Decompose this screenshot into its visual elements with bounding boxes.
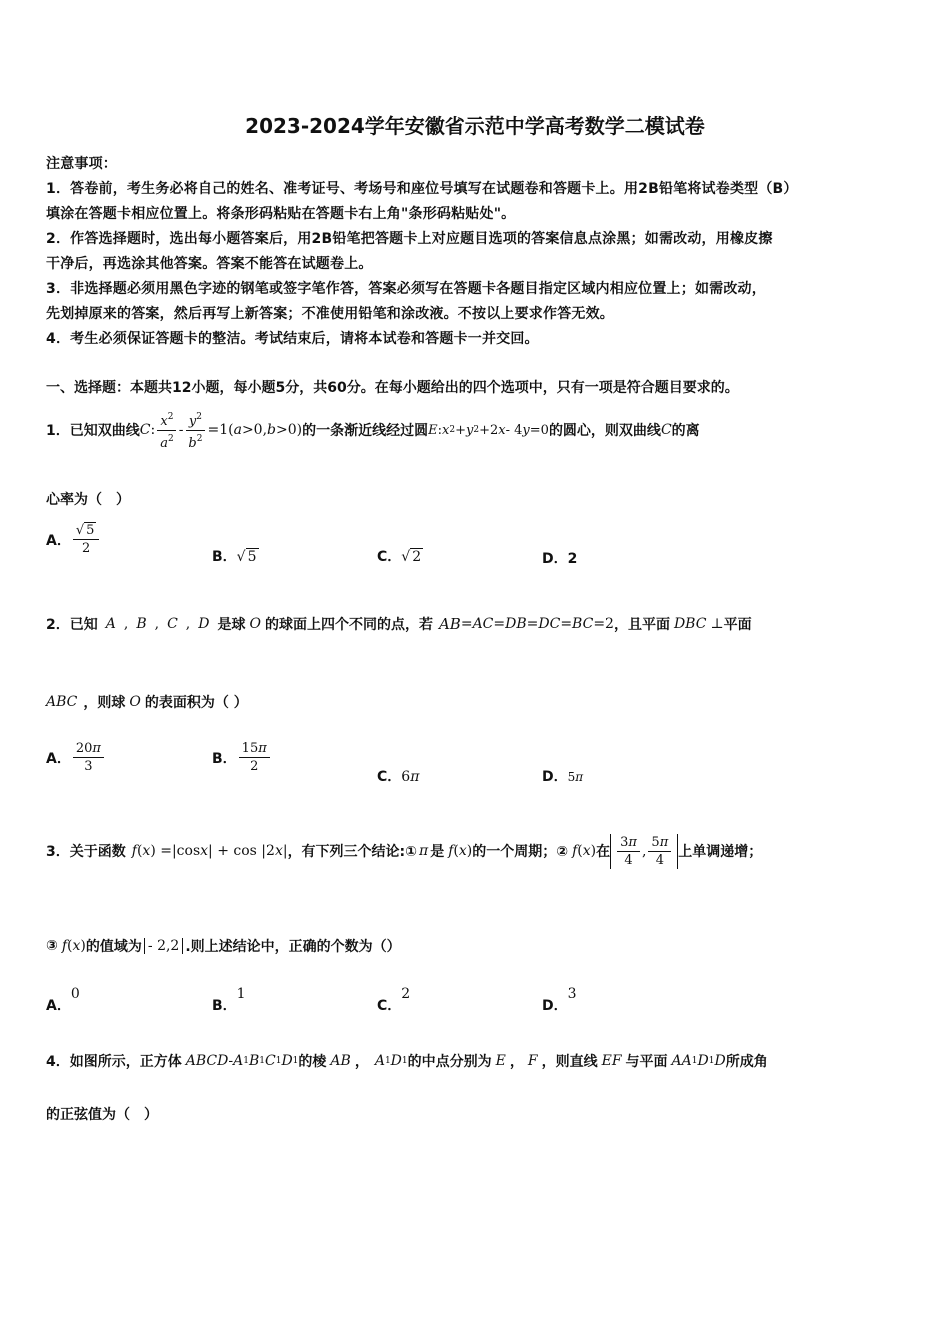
q1-text-2: 的一条渐近线经过圆 [302, 423, 429, 439]
q4-text-5: ， [509, 1054, 524, 1070]
q1-option-d[interactable]: D．2 [542, 551, 578, 567]
q3-option-d-value: 3 [567, 986, 577, 1002]
q2-option-c-label: C． [377, 769, 402, 785]
question-2: 2．已知 A , B , C , D 是球 O 的球面上四个不同的点，若 AB = AC = DB = DC = BC =2 ，且平面 DBC ⊥ 平面 [46, 615, 752, 633]
section-heading: 一、选择题：本题共12小题，每小题5分，共60分。在每小题给出的四个选项中，只有一项是符合题目要求的。 [46, 380, 739, 396]
q3-interval: $\frac{3\pi}{4}$ , $\frac{5\pi}{4}$ [610, 834, 678, 869]
q3-option-b-value: 1 [236, 986, 246, 1002]
q3-text-8: 的值域为 [85, 939, 142, 955]
q4-text-1: 4．如图所示，正方体 [46, 1054, 182, 1070]
q2-text-3: 的球面上四个不同的点，若 [264, 617, 433, 633]
q3-option-c-label: C． [377, 998, 402, 1014]
question-1: 1．已知双曲线 C : $\frac{x^2}{a^2}$ - $\frac{y^2}{b^2}$ =1( a >0, b >0) 的一条渐近线经过圆 E : x 2 + y 2 +2 x - 4 y =0 的圆心，则双曲线 C 的离 [46, 410, 700, 450]
q3-text-7: ③ [46, 938, 58, 954]
q3-option-a-label: A． [46, 998, 71, 1014]
q3-option-d[interactable] [542, 986, 577, 1015]
q1-option-b[interactable]: B．√ 5 [212, 549, 257, 565]
notice-line-4: 4．考生必须保证答题卡的整洁。考试结束后，请将本试卷和答题卡一并交回。 [46, 331, 539, 347]
q3-option-a-value: 0 [70, 986, 80, 1002]
q4-text-8: 所成角 [725, 1054, 768, 1070]
q1-text-1: 1．已知双曲线 [46, 423, 140, 439]
q3-option-b[interactable] [212, 986, 246, 1015]
q1-frac-y: $\frac{y^2}{b^2}$ [185, 409, 205, 452]
q3-option-c-value: 2 [401, 986, 411, 1002]
q3-option-a[interactable] [46, 986, 80, 1015]
q3-option-b-label: B． [212, 998, 237, 1014]
q1-option-a[interactable]: A． $\frac{√ 5}{2}$ [46, 522, 101, 557]
q3-text-5: 在 [596, 844, 611, 860]
q3-text-2: ，有下列三个结论:① [287, 844, 418, 860]
q2-text-5: 平面 [723, 617, 752, 633]
notice-line-1b: 填涂在答题卡相应位置上。将条形码粘贴在答题卡右上角"条形码粘贴处"。 [46, 206, 516, 222]
q4-text-3: ， [354, 1054, 369, 1070]
q2-option-a-label: A． [46, 750, 71, 767]
q1-C: C [660, 422, 672, 438]
q3-option-d-label: D． [542, 998, 568, 1014]
notice-line-2a: 2．作答选择题时，选出每小题答案后，用2B铅笔把答题卡上对应题目选项的答案信息点涂黑；如需改动，用橡皮擦 [46, 231, 773, 247]
q4-text-4: 的中点分别为 [407, 1054, 492, 1070]
q1-text-3: 的圆心，则双曲线 [548, 423, 661, 439]
q2-option-d-label: D． [542, 769, 568, 785]
q3-text-4: 的一个周期；② [472, 844, 569, 860]
q3-text-6: 上单调递增； [678, 844, 763, 860]
q1-text-4: 的离 [671, 423, 700, 439]
page-title: 2023-2024学年安徽省示范中学高考数学二模试卷 [245, 114, 705, 138]
q4-text-2: 的棱 [298, 1054, 327, 1070]
q2-text-4: ，且平面 [613, 617, 670, 633]
q2-option-a[interactable]: A． $\frac{20\pi}{3}$ [46, 740, 106, 775]
question-4: 4．如图所示，正方体 ABCD - A 1 B 1 C 1 D 1 的棱 AB ， A 1 D 1 的中点分别为 E ， F ，则直线 EF 与平面 AA 1 D 1 D 所成角 [46, 1053, 768, 1070]
question-3-line-2: ③ f ( x ) 的值域为 - 2,2 .则上述结论中，正确的个数为（） [46, 938, 401, 955]
q2-text-2: 是球 [217, 617, 246, 633]
q2-equation: AB [438, 615, 461, 633]
q2-option-b[interactable]: B． $\frac{15\pi}{2}$ [212, 740, 272, 775]
notice-line-3b: 先划掉原来的答案，然后再写上新答案；不准使用铅笔和涂改液。不按以上要求作答无效。 [46, 306, 614, 322]
q2-text-6: ，则球 [83, 695, 126, 711]
q1-option-b-label: B． [212, 549, 237, 565]
question-3: 3．关于函数 f ( x ) =|cos x | + cos |2 x | ，有下列三个结论:① π 是 f ( x ) 的一个周期；② f ( x ) 在 $\frac{3\pi}{4}$ , $\frac{5\pi}{4}$ 上单调递增； [46, 834, 763, 868]
notice-line-3a: 3．非选择题必须用黑色字迹的钢笔或签字笔作答，答案必须写在答题卡各题目指定区域内相应位置上；如需改动， [46, 281, 766, 297]
q4-text-6: ，则直线 [541, 1054, 598, 1070]
q1-frac-x: $\frac{x^2}{a^2}$ [157, 409, 177, 452]
q2-text-7: 的表面积为（ ） [144, 695, 248, 711]
q2-option-c[interactable]: C．6π [377, 769, 420, 785]
q1-option-c-label: C． [377, 549, 402, 565]
q4-text-7: 与平面 [625, 1054, 668, 1070]
q2-option-b-label: B． [212, 750, 237, 767]
notice-line-2b: 干净后，再选涂其他答案。答案不能答在试题卷上。 [46, 256, 373, 272]
q3-text-1: 3．关于函数 [46, 844, 126, 860]
q1-text-5: 心率为（ ） [46, 492, 130, 508]
q1-circle-formula: E [428, 422, 438, 438]
q3-text-9: .则上述结论中，正确的个数为（） [185, 939, 401, 955]
notice-heading: 注意事项： [46, 156, 117, 172]
q1-hyperbola-formula: C [139, 422, 151, 438]
q3-text-3: 是 [430, 844, 445, 860]
notice-line-1a: 1．答卷前，考生务必将自己的姓名、准考证号、考场号和座位号填写在试题卷和答题卡上。用2B铅笔将试卷类型（B） [46, 181, 798, 197]
q1-option-c[interactable]: C．√ 2 [377, 549, 422, 565]
question-2-line-2: ABC ，则球 O 的表面积为（ ） [46, 694, 248, 711]
q2-option-d[interactable]: D．5π [542, 769, 584, 785]
q1-option-a-label: A． [46, 532, 71, 549]
q4-text-9: 的正弦值为（ ） [46, 1107, 158, 1123]
q2-text-1: 2．已知 [46, 617, 98, 633]
q3-option-c[interactable] [377, 986, 410, 1015]
